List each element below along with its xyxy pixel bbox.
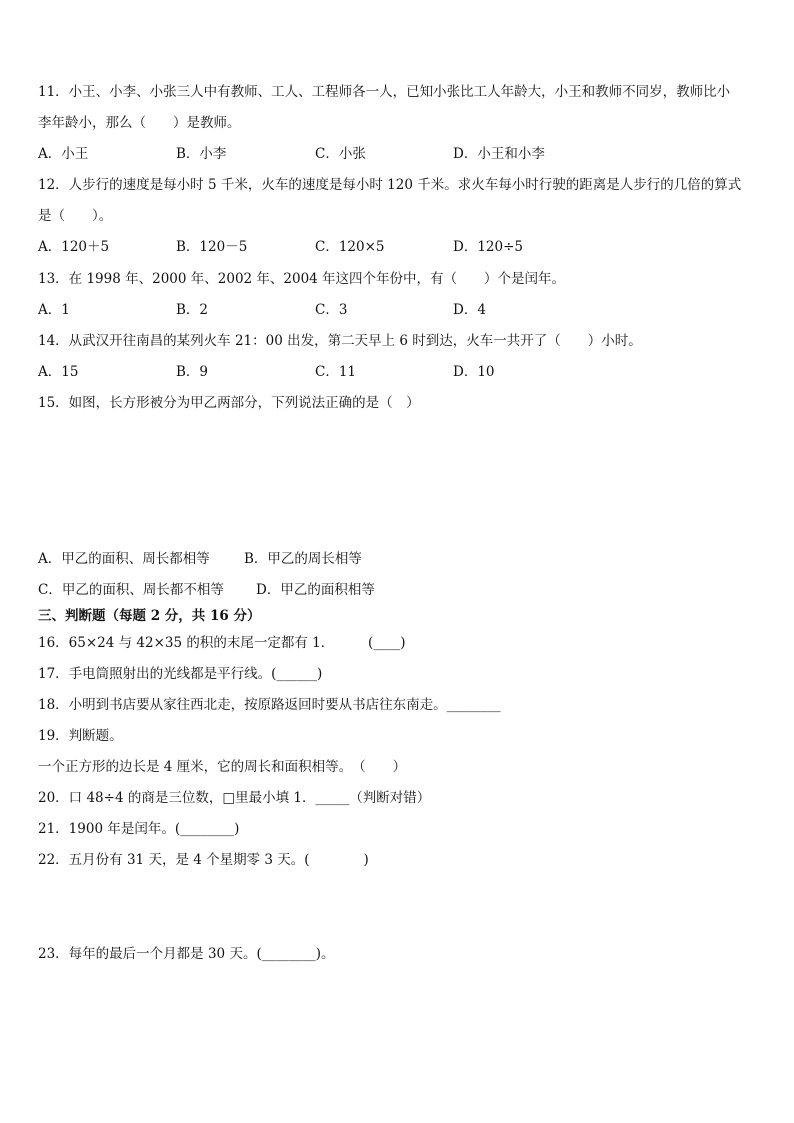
question-19-line-1: 19．判断题。 bbox=[38, 728, 123, 744]
option-b: B．120－5 bbox=[176, 239, 248, 255]
question-17: 17．手电筒照射出的光线都是平行线。(______) bbox=[38, 666, 323, 682]
question-12-line-2: 是（ ）。 bbox=[38, 208, 113, 224]
option-d: D．甲乙的面积相等 bbox=[256, 582, 375, 598]
question-23: 23．每年的最后一个月都是 30 天。(________)。 bbox=[38, 946, 335, 962]
option-d: D．10 bbox=[453, 364, 495, 380]
option-a: A．1 bbox=[38, 302, 70, 318]
option-d: D．小王和小李 bbox=[453, 146, 545, 162]
option-a: A．甲乙的面积、周长都相等 bbox=[38, 551, 210, 567]
option-d: D．120÷5 bbox=[453, 239, 523, 255]
option-d: D．4 bbox=[453, 302, 486, 318]
option-a: A．小王 bbox=[38, 146, 89, 162]
option-c: C．甲乙的面积、周长都不相等 bbox=[38, 582, 224, 598]
option-b: B．9 bbox=[176, 364, 209, 380]
option-c: C．3 bbox=[315, 302, 348, 318]
question-18: 18．小明到书店要从家往西北走，按原路返回时要从书店往东南走。________ bbox=[38, 697, 501, 713]
question-16: 16．65×24 与 42×35 的积的末尾一定都有 1． (____) bbox=[38, 635, 406, 651]
question-12-line-1: 12．人步行的速度是每小时 5 千米，火车的速度是每小时 120 千米。求火车每小时行驶的距离是人步行的几倍的算式 bbox=[38, 177, 742, 193]
question-15-line-1: 15．如图，长方形被分为甲乙两部分，下列说法正确的是（ ） bbox=[38, 395, 420, 411]
option-b: B．小李 bbox=[176, 146, 227, 162]
option-c: C．11 bbox=[315, 364, 357, 380]
question-22: 22．五月份有 31 天，是 4 个星期零 3 天。( ) bbox=[38, 852, 369, 868]
question-14-line-1: 14．从武汉开往南昌的某列火车 21：00 出发，第二天早上 6 时到达，火车一共开了（ ）小时。 bbox=[38, 333, 642, 349]
question-11-line-2: 李年龄小，那么（ ）是教师。 bbox=[38, 115, 241, 131]
option-b: B．甲乙的周长相等 bbox=[244, 551, 362, 567]
option-c: C．120×5 bbox=[315, 239, 385, 255]
section-heading: 三、判断题（每题 2 分，共 16 分） bbox=[38, 608, 261, 624]
option-a: A．120＋5 bbox=[38, 239, 110, 255]
question-11-line-1: 11．小王、小李、小张三人中有教师、工人、工程师各一人，已知小张比工人年龄大，小王和教师不同岁，教师比小 bbox=[38, 84, 731, 100]
question-20: 20．口 48÷4 的商是三位数，□里最小填 1．_____（判断对错） bbox=[38, 790, 431, 806]
question-13-line-1: 13．在 1998 年、2000 年、2002 年、2004 年这四个年份中，有（ ）个是闰年。 bbox=[38, 271, 566, 287]
option-c: C．小张 bbox=[315, 146, 366, 162]
option-a: A．15 bbox=[38, 364, 79, 380]
question-19-line-2: 一个正方形的边长是 4 厘米，它的周长和面积相等。 （ ） bbox=[38, 759, 407, 775]
question-21: 21．1900 年是闰年。(________) bbox=[38, 821, 240, 837]
option-b: B．2 bbox=[176, 302, 209, 318]
